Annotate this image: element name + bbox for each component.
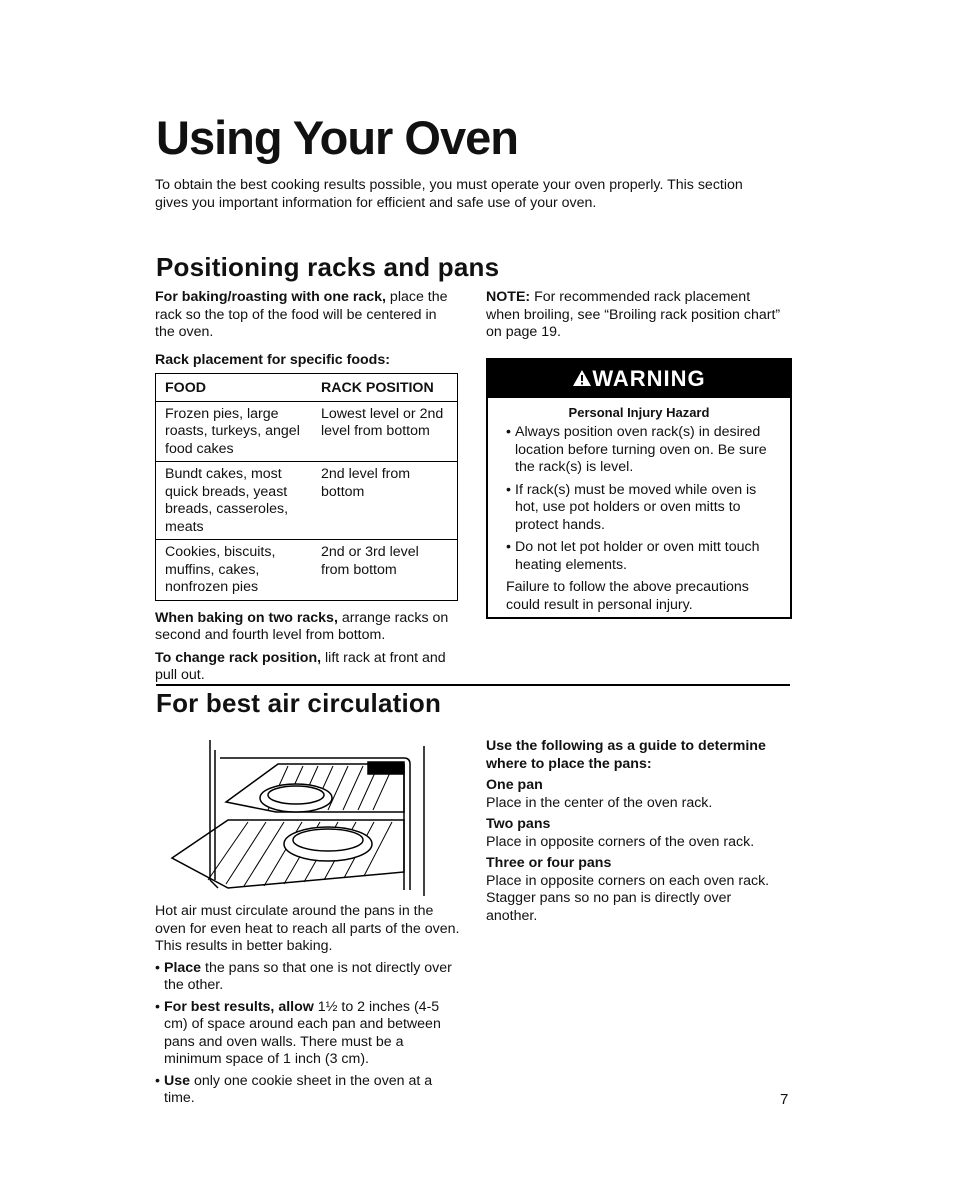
placement-heading: Rack placement for specific foods:	[155, 351, 390, 368]
warning-triangle-icon	[572, 369, 592, 387]
guide-label: Two pans	[486, 816, 551, 832]
table-cell-food: Bundt cakes, most quick breads, yeast breads, casseroles, meats	[156, 462, 318, 540]
two-racks-paragraph	[155, 610, 455, 645]
warning-bullet: • Do not let pot holder or oven mitt touch heating elements.	[506, 539, 760, 573]
header-rack-position: RACK POSITION	[317, 374, 458, 402]
table-cell-position: 2nd or 3rd level from bottom	[317, 540, 458, 601]
table-header-row	[156, 374, 458, 402]
air-bullet-bold: For best results, allow	[164, 998, 314, 1015]
guide-text: Place in opposite corners on each oven rack. Stagger pans so no pan is directly over another.	[486, 872, 770, 924]
change-rack-bold: To change rack position,	[155, 649, 322, 666]
two-racks-text: arrange racks on second and fourth level from bottom.	[155, 609, 449, 643]
warning-header	[488, 360, 790, 398]
section-divider	[156, 684, 790, 686]
header-food: FOOD	[156, 374, 318, 402]
warning-bullet-text: Always position oven rack(s) in desired location before turning oven on. Be sure the rack(s) is level.	[515, 424, 767, 475]
air-bullet: • Use only one cookie sheet in the oven at a time.	[155, 1072, 433, 1106]
air-bullet: • For best results, allow 1½ to 2 inches (4-5 cm) of space around each pan and between pans and oven walls. There must be a minimum space of 1 inch (3 cm).	[155, 998, 441, 1067]
positioning-heading: Positioning racks and pans	[156, 252, 500, 282]
positioning-left-column	[155, 289, 455, 685]
guide-text: Place in the center of the oven rack.	[486, 794, 713, 811]
rack-placement-table	[155, 373, 458, 601]
air-bullet: • Place the pans so that one is not directly over the other.	[155, 959, 452, 993]
warning-box	[486, 358, 792, 619]
intro-paragraph: To obtain the best cooking results possible, you must operate your oven properly. This section gives you important information for efficient and safe use of your oven.	[155, 177, 743, 211]
table-row	[156, 540, 458, 601]
oven-rack-illustration	[168, 740, 430, 900]
table-cell-food: Cookies, biscuits, muffins, cakes, nonfrozen pies	[156, 540, 318, 601]
air-bullet-bold: Place	[164, 959, 202, 976]
warning-footer: Failure to follow the above precautions could result in personal injury.	[506, 579, 749, 613]
air-bullet-text: the pans so that one is not directly over the other.	[164, 959, 452, 993]
air-bullet-text: 1½ to 2 inches (4-5 cm) of space around each pan and between pans and oven walls. There must be a minimum space of 1 inch (3 cm).	[164, 998, 441, 1067]
warning-bullet: • If rack(s) must be moved while oven is hot, use pot holders or oven mitts to protect hands.	[506, 481, 757, 533]
table-cell-position: 2nd level from bottom	[317, 462, 458, 540]
one-rack-text: place the rack so the top of the food will be centered in the oven.	[155, 289, 448, 340]
warning-bullet-text: If rack(s) must be moved while oven is hot, use pot holders or oven mitts to protect hands.	[515, 481, 757, 533]
warning-body	[488, 420, 790, 614]
air-bullet-text: only one cookie sheet in the oven at a time.	[164, 1072, 433, 1106]
note-paragraph	[486, 289, 786, 342]
change-rack-paragraph	[155, 650, 455, 685]
guide-label: One pan	[486, 777, 543, 793]
air-right-column	[486, 738, 786, 925]
guide-text: Place in opposite corners of the oven rack.	[486, 833, 755, 850]
air-circulation-heading: For best air circulation	[156, 688, 442, 718]
table-cell-position: Lowest level or 2nd level from bottom	[317, 401, 458, 462]
air-paragraph: Hot air must circulate around the pans in the oven for even heat to reach all parts of the oven. This results in better baking.	[155, 903, 460, 954]
one-rack-bold: For baking/roasting with one rack,	[155, 289, 386, 305]
two-racks-bold: When baking on two racks,	[155, 609, 338, 626]
page-title: Using Your Oven	[156, 111, 518, 164]
guide-label: Three or four pans	[486, 855, 612, 871]
warning-header-text: WARNING	[592, 366, 706, 391]
table-row	[156, 401, 458, 462]
air-left-column	[155, 903, 460, 1108]
warning-bullet: • Always position oven rack(s) in desired location before turning oven on. Be sure the rack(s) is level.	[506, 424, 767, 475]
note-text: For recommended rack placement when broiling, see “Broiling rack position chart” on page 19.	[486, 289, 781, 340]
note-bold: NOTE:	[486, 289, 531, 305]
one-rack-paragraph	[155, 289, 455, 342]
air-bullet-bold: Use	[164, 1072, 191, 1089]
guide-heading: Use the following as a guide to determine where to place the pans:	[486, 738, 766, 772]
warning-bullet-text: Do not let pot holder or oven mitt touch heating elements.	[515, 539, 760, 573]
table-row	[156, 462, 458, 540]
warning-subheading: Personal Injury Hazard	[568, 405, 710, 420]
change-rack-text: lift rack at front and pull out.	[155, 649, 446, 683]
page-number: 7	[780, 1091, 789, 1108]
table-cell-food: Frozen pies, large roasts, turkeys, angel food cakes	[156, 401, 318, 462]
